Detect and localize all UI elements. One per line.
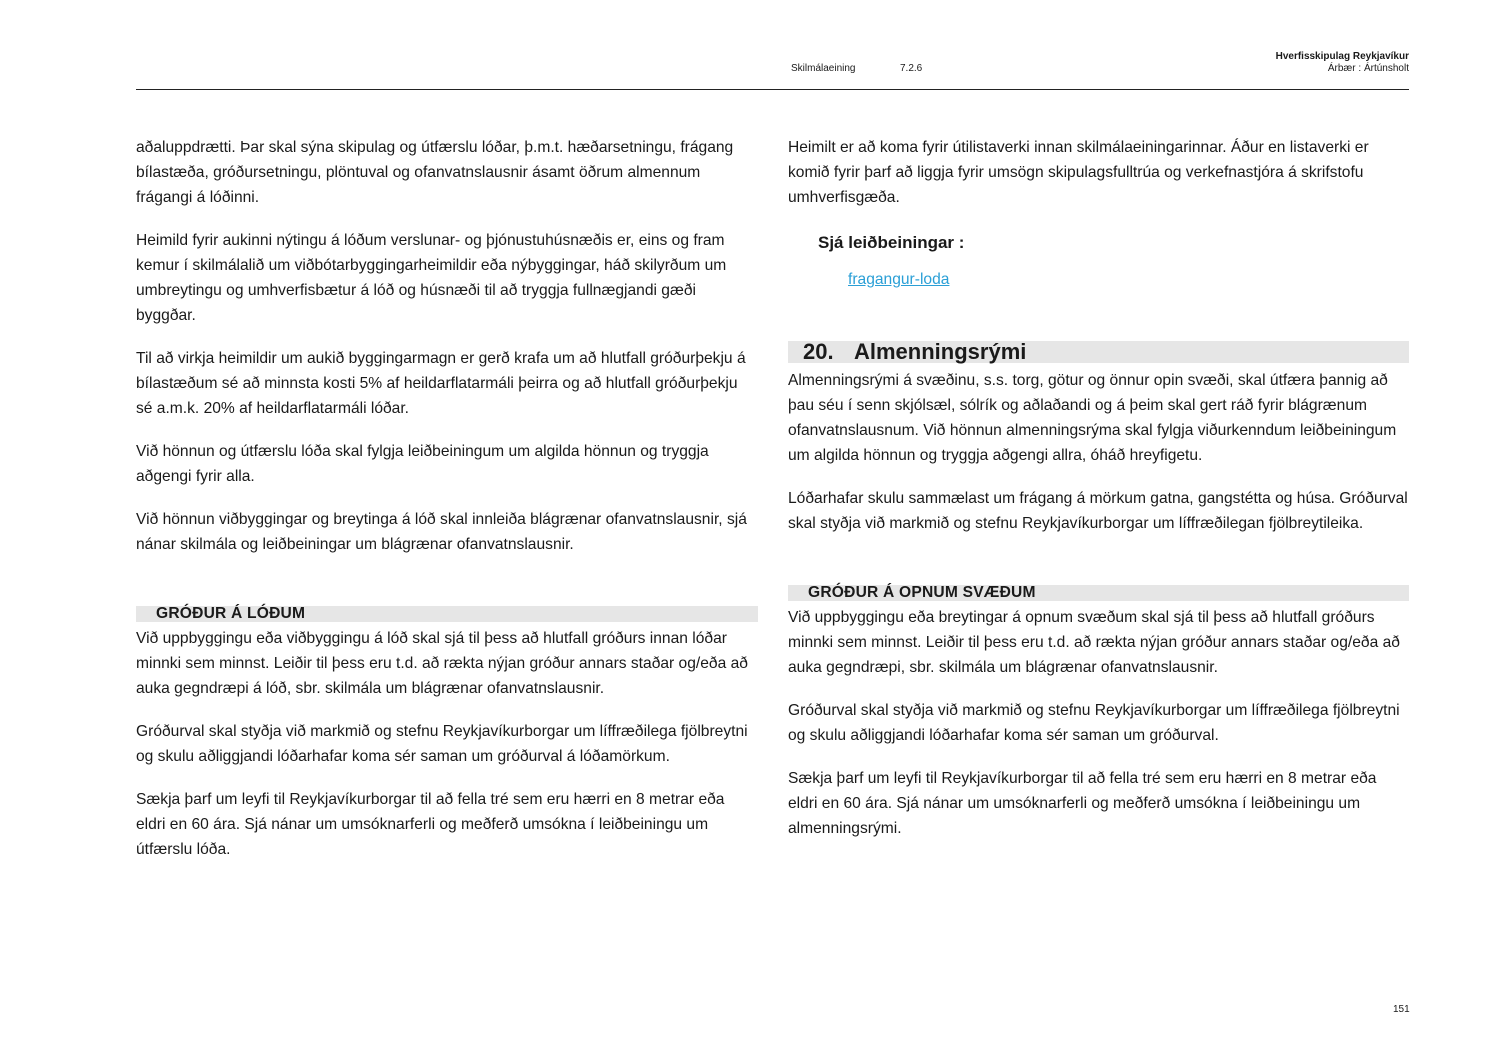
header-divider [136,89,1409,90]
paragraph: Til að virkja heimildir um aukið byggingarmagn er gerð krafa um að hlutfall gróðurþekju á bílastæðum sé að minnsta kosti 5% af heildarflatarmáli þeirra og að hlutfall gróðurþekju sé a.m.k. 20% af heildarflatarmáli lóðar. [136,350,746,417]
guideline-link[interactable]: fragangur-loda [848,271,950,288]
paragraph: Við hönnun viðbyggingar og breytinga á lóð skal innleiða blágrænar ofanvatnslausnir, sjá nánar skilmála og leiðbeiningar um blágrænar ofanvatnslausnir. [136,511,747,553]
paragraph: Við uppbyggingu eða viðbyggingu á lóð skal sjá til þess að hlutfall gróðurs innan lóðar minnki sem minnst. Leiðir til þess eru t.d. að rækta nýjan gróður annars staðar og/eða að auka gegndræpi á lóð, sbr. skilmála um blágrænar ofanvatnslausnir. [136,630,748,697]
subheading-grodur-a-opnum-svaedum: GRÓÐUR Á OPNUM SVÆÐUM [788,585,1409,601]
section-code: 7.2.6 [900,63,923,74]
section-number: 20. [803,339,834,364]
paragraph: Sækja þarf um leyfi til Reykjavíkurborgar til að fella tré sem eru hærri en 8 metrar eða eldri en 60 ára. Sjá nánar um umsóknarferli og meðferð umsókna í leiðbeiningu um útfærslu lóða. [136,791,725,858]
paragraph: Heimild fyrir aukinni nýtingu á lóðum verslunar- og þjónustuhúsnæðis er, eins og fram kemur í skilmálalið um viðbótarbyggingarheimildir eða nýbyggingar, háð skilyrðum um umbreytingu og umhverfisbætur á lóð og húsnæði til að tryggja fullnægjandi gæði byggðar. [136,232,727,324]
paragraph: Gróðurval skal styðja við markmið og stefnu Reykjavíkurborgar um líffræðilega fjölbreytni og skulu aðliggjandi lóðarhafar koma sér saman um gróðurval á lóðamörkum. [136,723,748,765]
section-title: Almenningsrými [854,339,1027,364]
paragraph: Almenningsrými á svæðinu, s.s. torg, götur og önnur opin svæði, skal útfæra þannig að þau séu í senn skjólsæl, sólrík og aðlaðandi og á þeim skal gert ráð fyrir blágrænum ofanvatnslausnum. Við hönnun almenningsrýma skal fylgja viðurkenndum leiðbeiningum um algilda hönnun og tryggja aðgengi allra, óháð hreyfigetu. [788,372,1397,464]
section-heading [788,341,1409,363]
paragraph: Við uppbyggingu eða breytingar á opnum svæðum skal sjá til þess að hlutfall gróðurs minnki sem minnst. Leiðir til þess eru t.d. að rækta nýjan gróður annars staðar og/eða að auka gegndræpi, sbr. skilmála um blágrænar ofanvatnslausnir. [788,609,1400,676]
paragraph: Sækja þarf um leyfi til Reykjavíkurborgar til að fella tré sem eru hærri en 8 metrar eða eldri en 60 ára. Sjá nánar um umsóknarferli og meðferð umsókna í leiðbeiningu um almenningsrými. [788,770,1377,837]
section-label: Skilmálaeining [791,63,856,74]
document-title: Hverfisskipulag Reykjavíkur [1275,51,1409,62]
page-number: 151 [1393,1004,1410,1015]
paragraph: Gróðurval skal styðja við markmið og stefnu Reykjavíkurborgar um líffræðilega fjölbreytni og skulu aðliggjandi lóðarhafar koma sér saman um gróðurval. [788,702,1400,744]
paragraph: aðaluppdrætti. Þar skal sýna skipulag og útfærslu lóðar, þ.m.t. hæðarsetningu, frágang bílastæða, gróðursetningu, plöntuval og ofanvatnslausnir ásamt öðrum almennum frágangi á lóðinni. [136,139,734,206]
document-subtitle: Árbær : Ártúnsholt [1327,63,1409,74]
left-column [136,135,758,880]
paragraph: Lóðarhafar skulu sammælast um frágang á mörkum gatna, gangstétta og húsa. Gróðurval skal styðja við markmið og stefnu Reykjavíkurborgar um líffræðilegan fjölbreytileika. [788,490,1408,532]
subheading-grodur-a-lodum: GRÓÐUR Á LÓÐUM [136,606,758,622]
see-guidelines-label: Sjá leiðbeiningar : [818,233,965,252]
paragraph: Heimilt er að koma fyrir útilistaverki innan skilmálaeiningarinnar. Áður en listaverki er komið fyrir þarf að liggja fyrir umsögn skipulagsfulltrúa og verkefnastjóra á skrifstofu umhverfisgæða. [788,139,1369,206]
paragraph: Við hönnun og útfærslu lóða skal fylgja leiðbeiningum um algilda hönnun og tryggja aðgengi fyrir alla. [136,443,709,485]
right-column [788,135,1409,859]
